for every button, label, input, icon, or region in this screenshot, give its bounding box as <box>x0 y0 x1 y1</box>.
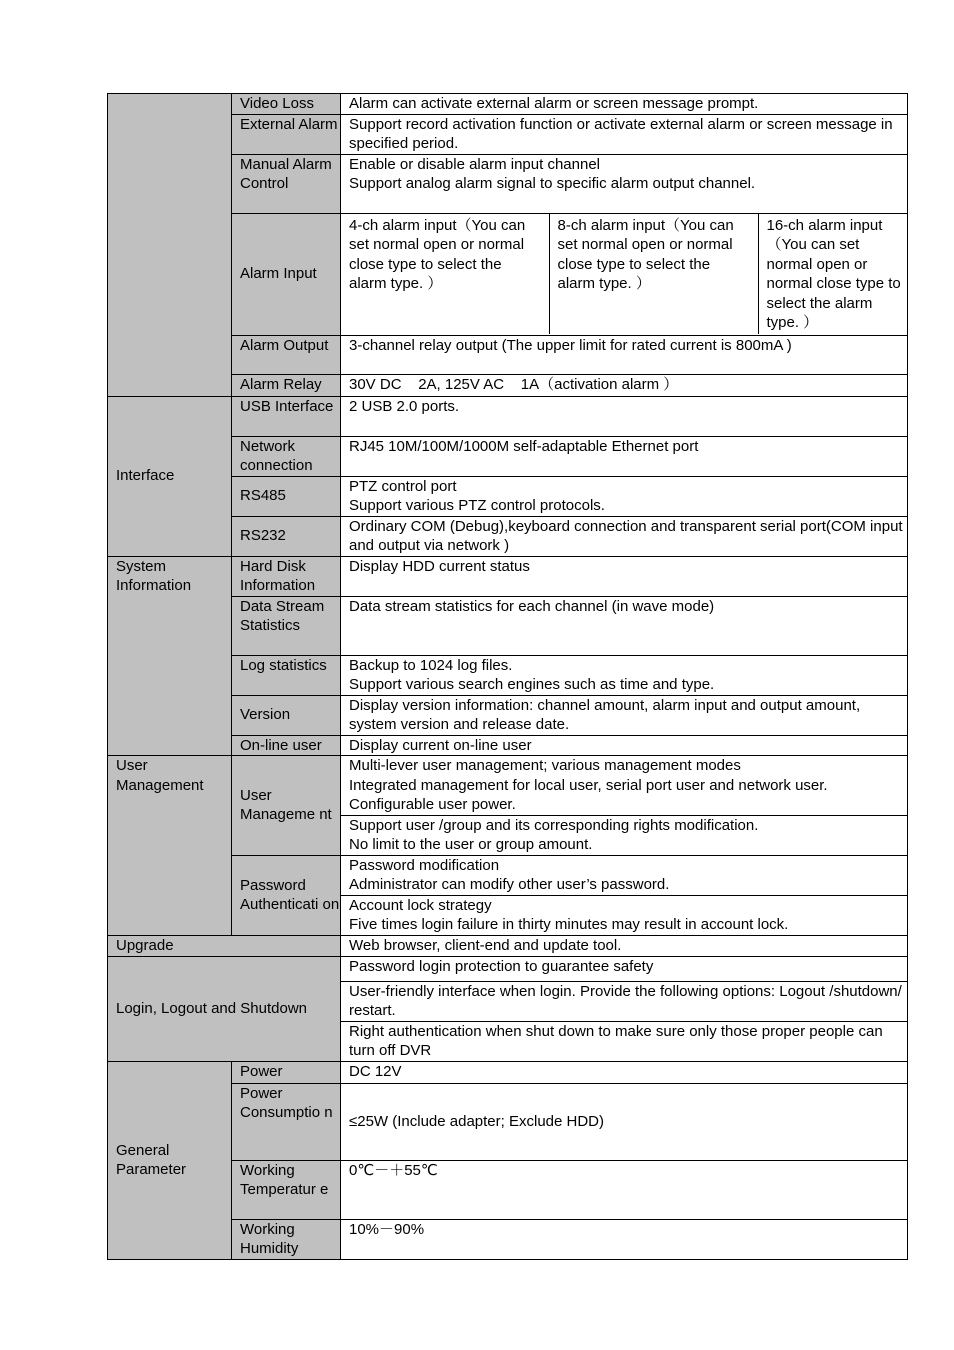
feature-version: Version <box>232 695 341 735</box>
feature-manual-alarm-control: Manual Alarm Control <box>232 154 341 213</box>
desc-video-loss: Alarm can activate external alarm or screen message prompt. <box>341 94 908 115</box>
desc-login-3: Right authentication when shut down to make sure only those proper people can turn off DVR <box>341 1021 908 1061</box>
desc-upgrade: Web browser, client-end and update tool. <box>341 935 908 956</box>
feature-password-authentication: Password Authenticati on <box>232 855 341 935</box>
feature-alarm-output: Alarm Output <box>232 335 341 374</box>
category-login-logout-shutdown: Login, Logout and Shutdown <box>108 956 341 1061</box>
alarm-input-8ch: 8-ch alarm input（You can set normal open or normal close type to select the alarm type. ） <box>549 214 758 334</box>
category-interface: Interface <box>108 396 232 556</box>
spec-table <box>107 93 908 1260</box>
desc-data-stream-statistics: Data stream statistics for each channel (in wave mode) <box>341 596 908 655</box>
feature-data-stream-statistics: Data Stream Statistics <box>232 596 341 655</box>
desc-working-temperature: 0℃－＋55℃ <box>341 1160 908 1219</box>
feature-working-temperature: Working Temperatur e <box>232 1160 341 1219</box>
feature-external-alarm: External Alarm <box>232 114 341 154</box>
desc-alarm-output: 3-channel relay output (The upper limit for rated current is 800mA ) <box>341 335 908 374</box>
alarm-input-options <box>341 214 908 334</box>
desc-password-2: Account lock strategy Five times login failure in thirty minutes may result in account lock. <box>341 895 908 935</box>
feature-working-humidity: Working Humidity <box>232 1219 341 1259</box>
desc-power-consumption: ≤25W (Include adapter; Exclude HDD) <box>341 1083 908 1160</box>
desc-rs232: Ordinary COM (Debug),keyboard connection and transparent serial port(COM input and output via network ) <box>341 516 908 556</box>
desc-manual-alarm-control: Enable or disable alarm input channel Support analog alarm signal to specific alarm output channel. <box>341 154 908 213</box>
alarm-input-16ch: 16-ch alarm input（You can set normal open or normal close type to select the alarm type. ） <box>758 214 908 334</box>
desc-login-1: Password login protection to guarantee safety <box>341 956 908 981</box>
desc-external-alarm: Support record activation function or activate external alarm or screen message in specified period. <box>341 114 908 154</box>
desc-version: Display version information: channel amount, alarm input and output amount, system version and release date. <box>341 695 908 735</box>
desc-online-user: Display current on-line user <box>341 735 908 756</box>
category-user-management: User Management <box>108 756 232 936</box>
category-upgrade: Upgrade <box>108 935 341 956</box>
feature-online-user: On-line user <box>232 735 341 756</box>
desc-user-management-2: Support user /group and its corresponding rights modification. No limit to the user or group amount. <box>341 815 908 855</box>
category-alarm <box>108 94 232 397</box>
feature-log-statistics: Log statistics <box>232 655 341 695</box>
desc-hard-disk-information: Display HDD current status <box>341 556 908 596</box>
desc-user-management-1: Multi-lever user management; various management modes Integrated management for local user, serial port user and network user. Configurable user power. <box>341 756 908 816</box>
desc-password-1: Password modification Administrator can modify other user’s password. <box>341 855 908 895</box>
feature-hard-disk-information: Hard Disk Information <box>232 556 341 596</box>
desc-log-statistics: Backup to 1024 log files. Support various search engines such as time and type. <box>341 655 908 695</box>
desc-network-connection: RJ45 10M/100M/1000M self-adaptable Ethernet port <box>341 436 908 476</box>
desc-usb-interface: 2 USB 2.0 ports. <box>341 396 908 436</box>
feature-rs232: RS232 <box>232 516 341 556</box>
desc-working-humidity: 10%－90% <box>341 1219 908 1259</box>
feature-power: Power <box>232 1061 341 1083</box>
feature-usb-interface: USB Interface <box>232 396 341 436</box>
desc-alarm-input <box>341 213 908 335</box>
feature-rs485: RS485 <box>232 476 341 516</box>
desc-rs485: PTZ control port Support various PTZ control protocols. <box>341 476 908 516</box>
feature-power-consumption: Power Consumptio n <box>232 1083 341 1160</box>
feature-network-connection: Network connection <box>232 436 341 476</box>
desc-power: DC 12V <box>341 1061 908 1083</box>
category-system-information: System Information <box>108 556 232 756</box>
desc-alarm-relay: 30V DC 2A, 125V AC 1A（activation alarm ） <box>341 374 908 396</box>
feature-user-management: User Manageme nt <box>232 756 341 856</box>
category-general-parameter: General Parameter <box>108 1061 232 1259</box>
desc-login-2: User-friendly interface when login. Provide the following options: Logout /shutdown/ restart. <box>341 981 908 1021</box>
feature-alarm-relay: Alarm Relay <box>232 374 341 396</box>
alarm-input-4ch: 4-ch alarm input（You can set normal open or normal close type to select the alarm type. ） <box>349 216 526 292</box>
feature-alarm-input: Alarm Input <box>232 213 341 335</box>
feature-video-loss: Video Loss <box>232 94 341 115</box>
